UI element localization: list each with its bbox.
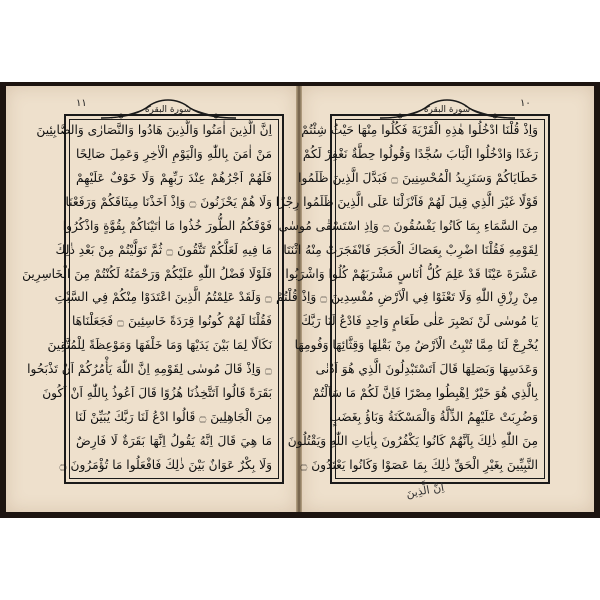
left-text-frame bbox=[22, 114, 284, 484]
left-header-title: سورة البقرة bbox=[144, 105, 192, 115]
text-line: وَلَا بِكْرٌ عَوَانٌ بَيْنَ ذٰلِكَ فَافْعَلُوا مَا تُؤْمَرُونَ ۝ bbox=[59, 457, 272, 472]
text-line: مَا فِيهِ لَعَلَّكُمْ تَتَّقُونَ ۝ ثُمَّ تَوَلَّيْتُمْ مِنْ بَعْدِ ذٰلِكَ bbox=[55, 242, 272, 257]
text-line: اِنَّ الَّذِينَ اٰمَنُوا وَالَّذِينَ هَادُوا وَالنَّصَارٰى وَالصَّابِئِينَ bbox=[36, 123, 272, 137]
text-line: بَقَرَةً قَالُوا اَتَتَّخِذُنَا هُزُوًا قَالَ اَعُوذُ بِاللّٰهِ اَنْ اَكُونَ bbox=[42, 386, 272, 401]
text-line: فَلَهُمْ اَجْرُهُمْ عِنْدَ رَبِّهِمْ وَلَا خَوْفٌ عَلَيْهِمْ bbox=[76, 170, 272, 185]
text-line: يُخْرِجْ لَنَا مِمَّا تُنْبِتُ الْاَرْضُ مِنْ بَقْلِهَا وَقِثَّائِهَا وَفُومِهَا bbox=[294, 338, 538, 353]
right-text-block bbox=[275, 122, 538, 474]
right-page-number: ١٠ bbox=[520, 98, 531, 109]
text-line: عَشْرَةَ عَيْنًا قَدْ عَلِمَ كُلُّ اُنَاسٍ مَشْرَبَهُمْ كُلُوا وَاشْرَبُوا bbox=[285, 266, 538, 281]
text-line: مِنَ الْجَاهِلِينَ ۝ قَالُوا ادْعُ لَنَا رَبَّكَ يُبَيِّنْ لَنَا bbox=[75, 410, 272, 425]
text-line: نَكَالًا لِمَا بَيْنَ يَدَيْهَا وَمَا خَلْفَهَا وَمَوْعِظَةً لِلْمُتَّقِينَ bbox=[47, 338, 272, 353]
text-line: بِالَّذِي هُوَ خَيْرٌ اِهْبِطُوا مِصْرًا فَاِنَّ لَكُمْ مَا سَاَلْتُمْ bbox=[312, 386, 538, 401]
text-line: مِنَ اللّٰهِ ذٰلِكَ بِاَنَّهُمْ كَانُوا يَكْفُرُونَ بِاٰيَاتِ اللّٰهِ وَيَقْتُلُونَ bbox=[287, 433, 538, 448]
text-line: رَغَدًا وَادْخُلُوا الْبَابَ سُجَّدًا وَقُولُوا حِطَّةٌ نَغْفِرْ لَكُمْ bbox=[302, 146, 538, 161]
text-line: يَا مُوسٰى لَنْ نَصْبِرَ عَلٰى طَعَامٍ وَاحِدٍ فَادْعُ لَنَا رَبَّكَ bbox=[301, 314, 538, 329]
left-text-block bbox=[22, 122, 272, 474]
text-line: وَعَدَسِهَا وَبَصَلِهَا قَالَ اَتَسْتَبْدِلُونَ الَّذِي هُوَ اَدْنٰى bbox=[315, 362, 538, 377]
right-page bbox=[275, 86, 594, 512]
text-line: مَنْ اٰمَنَ بِاللّٰهِ وَالْيَوْمِ الْاٰخِرِ وَعَمِلَ صَالِحًا bbox=[76, 146, 272, 161]
text-line: فَوْقَكُمُ الطُّورَ خُذُوا مَا اٰتَيْنَاكُمْ بِقُوَّةٍ وَاذْكُرُوا bbox=[62, 218, 272, 233]
text-line: خَطَايَاكُمْ وَسَنَزِيدُ الْمُحْسِنِينَ ۝ فَبَدَّلَ الَّذِينَ ظَلَمُوا bbox=[298, 170, 538, 185]
open-book bbox=[0, 82, 600, 518]
left-page bbox=[6, 86, 296, 512]
right-text-frame bbox=[275, 114, 550, 484]
text-line: وَضُرِبَتْ عَلَيْهِمُ الذِّلَّةُ وَالْمَسْكَنَةُ وَبَاؤُ بِغَضَبٍ bbox=[329, 410, 538, 425]
catchword: اِنَّ الَّذِينَ bbox=[405, 480, 446, 501]
text-line: وَلَا هُمْ يَحْزَنُونَ ۝ وَاِذْ اَخَذْنَا مِيثَاقَكُمْ وَرَفَعْنَا bbox=[65, 194, 272, 209]
text-line: ۝ وَلَقَدْ عَلِمْتُمُ الَّذِينَ اعْتَدَوْا مِنْكُمْ فِي السَّبْتِ bbox=[54, 290, 272, 305]
text-line: قَوْلًا غَيْرَ الَّذِي قِيلَ لَهُمْ فَاَنْزَلْنَا عَلَى الَّذِينَ ظَلَمُوا رِجْزًا bbox=[275, 194, 538, 209]
right-header-title: سورة البقرة bbox=[423, 105, 471, 115]
text-line: النَّبِيِّينَ بِغَيْرِ الْحَقِّ ذٰلِكَ بِمَا عَصَوْا وَكَانُوا يَعْتَدُونَ ۝ bbox=[300, 457, 538, 472]
text-line: فَقُلْنَا لَهُمْ كُونُوا قِرَدَةً خَاسِئِينَ ۝ فَجَعَلْنَاهَا bbox=[71, 314, 272, 329]
text-line: فَلَوْلَا فَضْلُ اللّٰهِ عَلَيْكُمْ وَرَحْمَتُهُ لَكُنْتُمْ مِنَ الْخَاسِرِينَ bbox=[22, 266, 272, 281]
left-page-number: ١١ bbox=[76, 98, 87, 109]
text-line: لِقَوْمِهِ فَقُلْنَا اضْرِبْ بِعَصَاكَ الْحَجَرَ فَانْفَجَرَتْ مِنْهُ اثْنَتَا bbox=[283, 242, 538, 257]
text-line: مِنَ السَّمَاءِ بِمَا كَانُوا يَفْسُقُونَ ۝ وَاِذِ اسْتَسْقٰى مُوسٰى bbox=[278, 218, 538, 233]
text-line: ۝ وَاِذْ قَالَ مُوسٰى لِقَوْمِهِ اِنَّ اللّٰهَ يَأْمُرُكُمْ اَنْ تَذْبَحُوا bbox=[27, 362, 272, 377]
text-line: مِنْ رِزْقِ اللّٰهِ وَلَا تَعْثَوْا فِي الْاَرْضِ مُفْسِدِينَ ۝ وَاِذْ قُلْتُمْ bbox=[276, 290, 538, 305]
text-line: وَاِذْ قُلْنَا ادْخُلُوا هٰذِهِ الْقَرْيَةَ فَكُلُوا مِنْهَا حَيْثُ شِئْتُمْ bbox=[301, 123, 538, 137]
text-line: مَا هِيَ قَالَ اِنَّهُ يَقُولُ اِنَّهَا بَقَرَةٌ لَا فَارِضٌ bbox=[76, 433, 272, 448]
